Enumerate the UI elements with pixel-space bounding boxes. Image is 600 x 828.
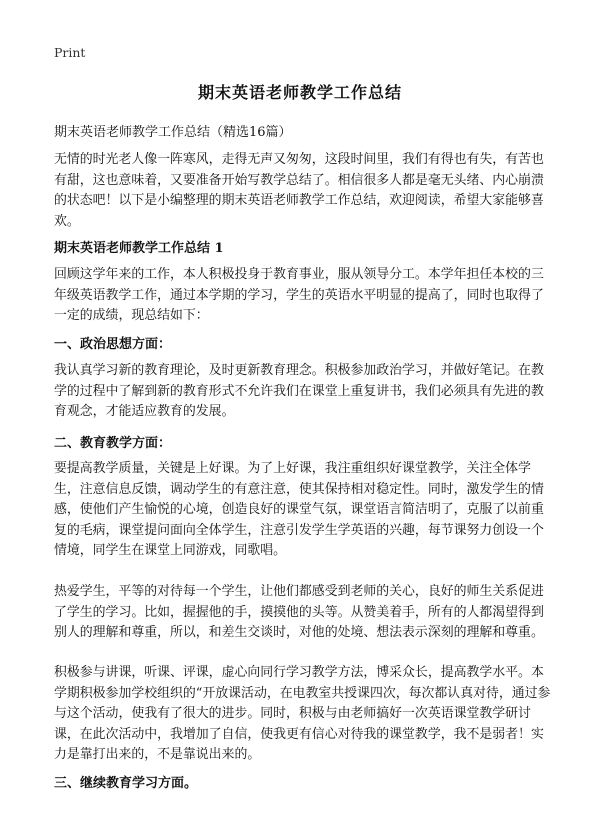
- section-heading-continuing-education: 三、继续教育学习方面。: [54, 776, 198, 791]
- article-intro-paragraph: 回顾这学年来的工作，本人积极投身于教育事业，服从领导分工。本学年担任本校的三年级英语教学工作，通过本学期的学习，学生的英语水平明显的提高了，同时也取得了一定的成绩，现总结如下：: [54, 267, 544, 323]
- section-teaching-paragraph-1: 要提高教学质量，关键是上好课。为了上好课，我注重组织好课堂教学，关注全体学生，注意信息反馈，调动学生的有意注意，使其保持相对稳定性。同时，激发学生的情感，使他们产生愉悦的心境，创造良好的课堂气氛，课堂语言简洁明了，克服了以前重复的毛病，课堂提问面向全体学生，注意引发学生学英语的兴趣，每节课努力创设一个情境，同学生在课堂上同游戏，同歌唱。: [54, 461, 544, 558]
- page-title: 期末英语老师教学工作总结: [197, 83, 402, 102]
- article-heading: 期末英语老师教学工作总结 1: [54, 241, 224, 256]
- section-heading-politics: 一、政治思想方面：: [54, 337, 172, 352]
- section-heading-teaching: 二、教育教学方面：: [54, 436, 172, 451]
- section-teaching-paragraph-2: 热爱学生，平等的对待每一个学生，让他们都感受到老师的关心，良好的师生关系促进了学生的学习。比如，握握他的手，摸摸他的头等。从赞美着手，所有的人都渴望得到别人的理解和尊重，所以，和差生交谈时，对他的处境、想法表示深刻的理解和尊重。: [54, 584, 544, 640]
- section-teaching-paragraph-3: 积极参与讲课，听课、评课，虚心向同行学习教学方法，博采众长，提高教学水平。本学期积极参加学校组织的“开放课活动，在电教室共授课四次，每次都认真对待，通过参与这个活动，使我有了很大的进步。同时，积极与由老师搞好一次英语课堂教学研讨课，在此次活动中，我增加了自信，使我更有信心对待我的课堂教学，我不是弱者！实力是靠打出来的，不是靠说出来的。: [54, 665, 551, 762]
- intro-paragraph: 无情的时光老人像一阵寒风，走得无声又匆匆，这段时间里，我们有得也有失，有苦也有甜，这也意味着，又要准备开始写教学总结了。相信很多人都是毫无头绪、内心崩溃的状态吧！以下是小编整理的期末英语老师教学工作总结，欢迎阅读，希望大家能够喜欢。: [54, 152, 544, 229]
- section-politics-paragraph: 我认真学习新的教育理论，及时更新教育理念。积极参加政治学习，并做好笔记。在教学的过程中了解到新的教育形式不允许我们在课堂上重复讲书，我们必须具有先进的教育观念，才能适应教育的发展。: [54, 363, 544, 419]
- document-subtitle: 期末英语老师教学工作总结（精选16篇）: [54, 125, 292, 140]
- print-link[interactable]: Print: [54, 45, 86, 60]
